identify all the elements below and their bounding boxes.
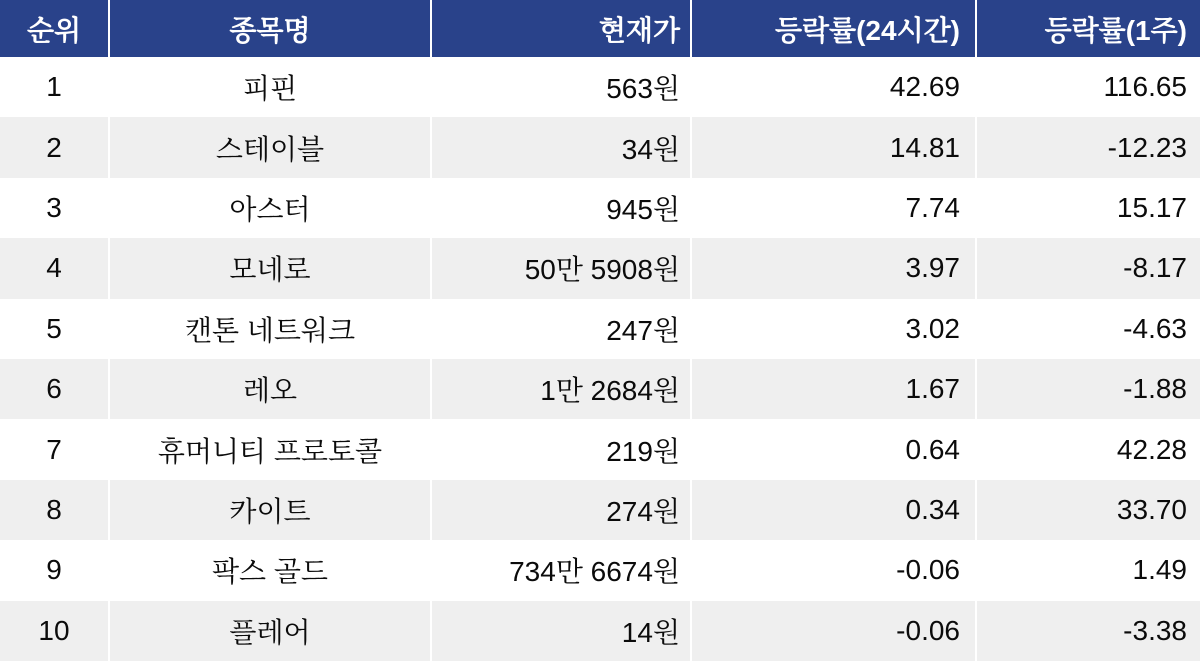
table-header-row — [0, 0, 1200, 57]
table-row — [0, 419, 1200, 479]
cell-rank: 10 — [0, 601, 108, 661]
cell-change-1w: 42.28 — [977, 419, 1200, 479]
cell-name: 스테이블 — [110, 117, 430, 177]
table-row — [0, 299, 1200, 359]
column-header-name: 종목명 — [110, 0, 430, 57]
cell-change-24h: 0.34 — [692, 480, 975, 540]
cell-name: 캔톤 네트워크 — [110, 299, 430, 359]
cell-price: 734만 6674원 — [432, 540, 690, 600]
cell-change-24h: 0.64 — [692, 419, 975, 479]
cell-price: 14원 — [432, 601, 690, 661]
cell-price: 247원 — [432, 299, 690, 359]
cell-change-24h: -0.06 — [692, 540, 975, 600]
cell-change-1w: -12.23 — [977, 117, 1200, 177]
cell-name: 팍스 골드 — [110, 540, 430, 600]
column-header-change-1w: 등락률(1주) — [977, 0, 1200, 57]
cell-name: 플레어 — [110, 601, 430, 661]
table-row — [0, 359, 1200, 419]
cell-name: 카이트 — [110, 480, 430, 540]
cell-change-24h: 14.81 — [692, 117, 975, 177]
cell-change-24h: 7.74 — [692, 178, 975, 238]
cell-price: 563원 — [432, 57, 690, 117]
cell-rank: 7 — [0, 419, 108, 479]
cell-name: 레오 — [110, 359, 430, 419]
column-header-change-24h: 등락률(24시간) — [692, 0, 975, 57]
cell-change-24h: -0.06 — [692, 601, 975, 661]
cell-price: 50만 5908원 — [432, 238, 690, 298]
cell-change-1w: 33.70 — [977, 480, 1200, 540]
cell-change-24h: 3.97 — [692, 238, 975, 298]
table-row — [0, 178, 1200, 238]
table-row — [0, 480, 1200, 540]
cell-change-1w: -1.88 — [977, 359, 1200, 419]
column-header-price: 현재가 — [432, 0, 690, 57]
cell-rank: 2 — [0, 117, 108, 177]
cell-rank: 9 — [0, 540, 108, 600]
cell-change-1w: 1.49 — [977, 540, 1200, 600]
cell-name: 아스터 — [110, 178, 430, 238]
table-row — [0, 238, 1200, 298]
cell-change-1w: -3.38 — [977, 601, 1200, 661]
cell-change-1w: 116.65 — [977, 57, 1200, 117]
cell-price: 34원 — [432, 117, 690, 177]
cell-rank: 4 — [0, 238, 108, 298]
cell-rank: 8 — [0, 480, 108, 540]
table-row — [0, 57, 1200, 117]
cell-rank: 3 — [0, 178, 108, 238]
cell-price: 274원 — [432, 480, 690, 540]
cell-price: 1만 2684원 — [432, 359, 690, 419]
cell-rank: 5 — [0, 299, 108, 359]
cell-name: 모네로 — [110, 238, 430, 298]
column-header-rank: 순위 — [0, 0, 108, 57]
cell-name: 피핀 — [110, 57, 430, 117]
table-row — [0, 601, 1200, 661]
cell-change-24h: 1.67 — [692, 359, 975, 419]
table-body — [0, 57, 1200, 661]
cell-rank: 1 — [0, 57, 108, 117]
table-row — [0, 540, 1200, 600]
cell-price: 945원 — [432, 178, 690, 238]
cell-rank: 6 — [0, 359, 108, 419]
cell-change-1w: -8.17 — [977, 238, 1200, 298]
table-row — [0, 117, 1200, 177]
cell-change-1w: 15.17 — [977, 178, 1200, 238]
cell-change-1w: -4.63 — [977, 299, 1200, 359]
cell-change-24h: 3.02 — [692, 299, 975, 359]
cell-name: 휴머니티 프로토콜 — [110, 419, 430, 479]
cell-price: 219원 — [432, 419, 690, 479]
cell-change-24h: 42.69 — [692, 57, 975, 117]
